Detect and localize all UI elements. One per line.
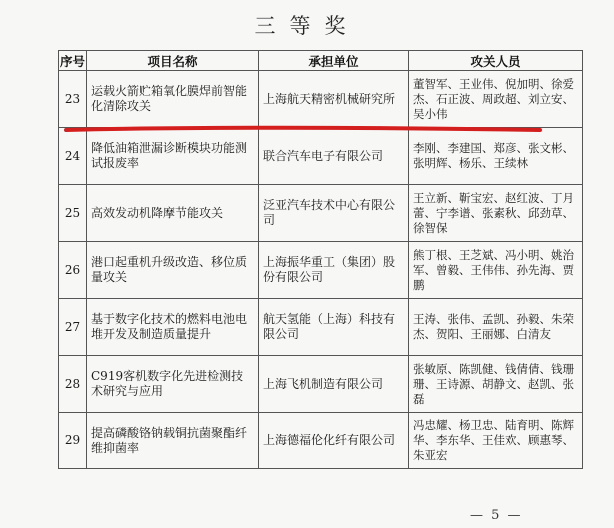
table-row bbox=[59, 413, 583, 469]
responsible-unit: 联合汽车电子有限公司 bbox=[259, 128, 409, 185]
responsible-unit: 泛亚汽车技术中心有限公司 bbox=[259, 185, 409, 242]
table-header-row bbox=[59, 51, 583, 71]
row-number: 24 bbox=[59, 128, 87, 185]
table-row bbox=[59, 185, 583, 242]
responsible-unit: 航天氢能（上海）科技有限公司 bbox=[259, 299, 409, 356]
page-title: 三等奖 bbox=[254, 14, 360, 38]
team-members: 李刚、李建国、郑彦、张文彬、张明辉、杨乐、王续林 bbox=[409, 128, 583, 185]
team-members: 熊丁根、王芝斌、冯小明、姚治军、曾毅、王伟伟、孙先海、贾鹏 bbox=[409, 242, 583, 299]
row-number: 29 bbox=[59, 413, 87, 469]
responsible-unit: 上海振华重工（集团）股份有限公司 bbox=[259, 242, 409, 299]
team-members: 董智军、王业伟、倪加明、徐爱杰、石正波、周政超、刘立安、吴小伟 bbox=[409, 71, 583, 128]
project-name: 港口起重机升级改造、移位质量攻关 bbox=[87, 242, 259, 299]
team-members: 冯忠耀、杨卫忠、陆育明、陈辉华、李东华、王佳欢、顾惠琴、朱亚宏 bbox=[409, 413, 583, 469]
responsible-unit: 上海飞机制造有限公司 bbox=[259, 356, 409, 413]
responsible-unit: 上海航天精密机械研究所 bbox=[259, 71, 409, 128]
project-name: 运载火箭贮箱氧化膜焊前智能化清除攻关 bbox=[87, 71, 259, 128]
project-name: 基于数字化技术的燃料电池电堆开发及制造质量提升 bbox=[87, 299, 259, 356]
table-row bbox=[59, 128, 583, 185]
row-number: 25 bbox=[59, 185, 87, 242]
header-project: 项目名称 bbox=[87, 51, 259, 71]
team-members: 张敏原、陈凯健、钱倩倩、钱珊珊、王诗源、胡静文、赵凯、张磊 bbox=[409, 356, 583, 413]
row-number: 28 bbox=[59, 356, 87, 413]
project-name: C919客机数字化先进检测技术研究与应用 bbox=[87, 356, 259, 413]
table-row bbox=[59, 356, 583, 413]
row-number: 27 bbox=[59, 299, 87, 356]
award-table bbox=[58, 50, 583, 469]
project-name: 降低油箱泄漏诊断模块功能测试报废率 bbox=[87, 128, 259, 185]
project-name: 提高磷酸铬钠载铜抗菌聚酯纤维抑菌率 bbox=[87, 413, 259, 469]
page-number: — 5 — bbox=[470, 508, 523, 523]
header-members: 攻关人员 bbox=[409, 51, 583, 71]
row-number: 23 bbox=[59, 71, 87, 128]
header-no: 序号 bbox=[59, 51, 87, 71]
project-name: 高效发动机降摩节能攻关 bbox=[87, 185, 259, 242]
team-members: 王立新、靳宝宏、赵红波、丁月蕾、宁李谱、张素秋、邱劲草、徐智保 bbox=[409, 185, 583, 242]
table-row bbox=[59, 299, 583, 356]
row-number: 26 bbox=[59, 242, 87, 299]
table-row bbox=[59, 242, 583, 299]
team-members: 王涛、张伟、孟凯、孙毅、朱荣杰、贺阳、王丽娜、白清友 bbox=[409, 299, 583, 356]
table-row bbox=[59, 71, 583, 128]
responsible-unit: 上海德福伦化纤有限公司 bbox=[259, 413, 409, 469]
header-unit: 承担单位 bbox=[259, 51, 409, 71]
